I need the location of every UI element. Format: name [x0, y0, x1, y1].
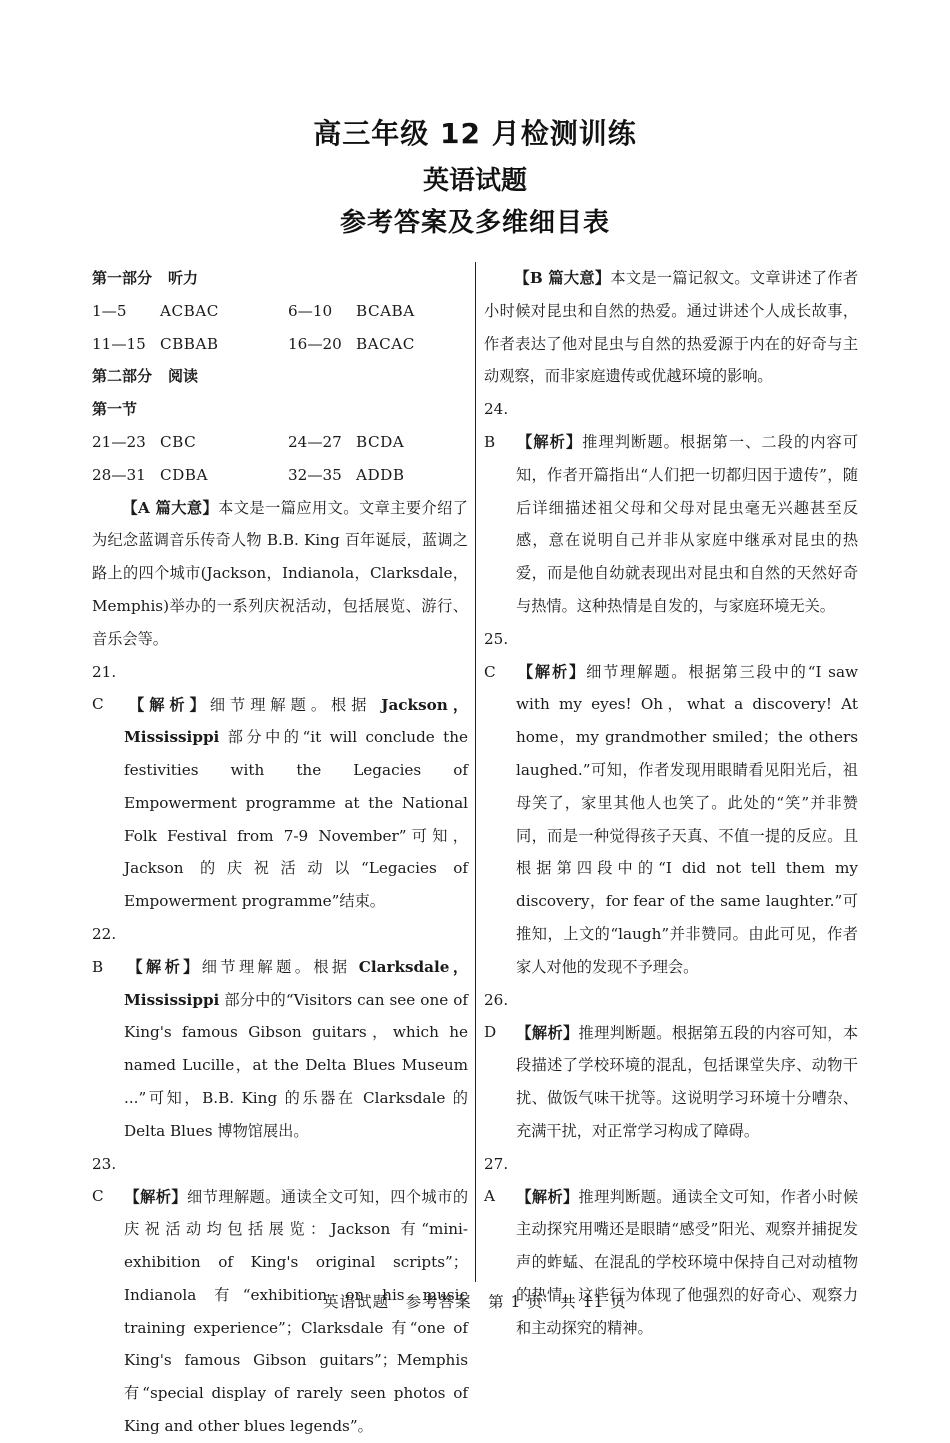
explanation-23: 23. C 【解析】细节理解题。通读全文可知，四个城市的庆祝活动均包括展览：Jackson 有“mini-exhibition of King's original scripts”；Indianola 有“exhibition on his music training experience”；Clarksdale 有“one of King's famous Gibson guitars”；Memphis 有“special display of rarely seen photos of King and other blues legends”。 — [92, 1154, 469, 1435]
passage-b-summary: 【B 篇大意】本文是一篇记叙文。文章讲述了作者小时候对昆虫和自然的热爱。通过讲述个人成长故事，作者表达了他对昆虫与自然的热爱源于内在的好奇与主动观察，而非家庭遗传或优越环境的影响。 — [484, 269, 859, 386]
explanation-26: 26. D 【解析】推理判断题。根据第五段的内容可知，本段描述了学校环境的混乱，包括课堂失序、动物干扰、做饭气味干扰等。这说明学习环境十分嘈杂、充满干扰，对正常学习构成了障碍。 — [484, 990, 859, 1140]
answer-range: 16—20 — [288, 334, 342, 353]
explanation-22: 22. B 【解析】细节理解题。根据 Clarksdale，Mississippi 部分中的“Visitors can see one of King's famous Gibson guitars，which he named Lucille，at the Delta Blues Museum ...”可知，B.B. King 的乐器在 Clarksdale 的 Delta Blues 博物馆展出。 — [92, 924, 469, 1140]
answer-keys: BCABA — [356, 301, 415, 320]
left-column — [92, 262, 468, 1443]
explanation-27: 27. A 【解析】推理判断题。通读全文可知，作者小时候主动探究用嘴还是眼睛“感受”阳光、观察并捕捉发声的蚱蜢、在混乱的学校环境中保持自己对动植物的热情。这些行为体现了他强烈的好奇心、观察力和主动探究的精神。 — [484, 1154, 859, 1337]
answer-keys: ACBAC — [160, 301, 219, 320]
answer-row — [92, 459, 468, 492]
passage-a-summary: 【A 篇大意】本文是一篇应用文。文章主要介绍了为纪念蓝调音乐传奇人物 B.B. King 百年诞辰，蓝调之路上的四个城市(Jackson，Indianola，Clarksdale，Memphis)举办的一系列庆祝活动，包括展览、游行、音乐会等。 — [92, 498, 468, 648]
answer-range: 21—23 — [92, 432, 146, 451]
answer-range: 28—31 — [92, 465, 146, 484]
answer-range: 24—27 — [288, 432, 342, 451]
answer-range: 6—10 — [288, 301, 333, 320]
answer-row — [92, 328, 468, 361]
answer-range: 11—15 — [92, 334, 146, 353]
answer-keys: BACAC — [356, 334, 415, 353]
column-divider — [475, 262, 476, 1282]
answer-range: 1—5 — [92, 301, 127, 320]
answer-row — [92, 426, 468, 459]
page-subtitle: 英语试题 — [422, 166, 527, 196]
answer-keys: CBC — [160, 432, 197, 451]
page-footer: 英语试题 参考答案 第 1 页 共 11 页 — [323, 1293, 627, 1311]
section-heading: 第一节 — [92, 400, 138, 419]
explanation-24: 24. B 【解析】推理判断题。根据第一、二段的内容可知，作者开篇指出“人们把一切都归因于遗传”，随后详细描述祖父母和父母对昆虫毫无兴趣甚至反感，意在说明自己并非从家庭中继承对昆虫的热爱，而是他自幼就表现出对昆虫和自然的天然好奇与热情。这种热情是自发的，与家庭环境无关。 — [484, 400, 859, 615]
explanation-25: 25. C 【解析】细节理解题。根据第三段中的“I saw with my eyes! Oh，what a discovery! At home，my grandmother smiled；the others laughed.”可知，作者发现用眼睛看见阳光后，祖母笑了，家里其他人也笑了。此处的“笑”并非赞同，而是一种觉得孩子天真、不值一提的反应。且根据第四段中的“I did not tell them my discovery，for fear of the same laughter.”可推知，上文的“laugh”并非赞同。由此可见，作者家人对他的发现不予理会。 — [484, 629, 858, 976]
right-column — [484, 262, 858, 1344]
answer-keys: ADDB — [356, 465, 405, 484]
answer-range: 32—35 — [288, 465, 342, 484]
answer-keys: CDBA — [160, 465, 208, 484]
answer-keys: CBBAB — [160, 334, 219, 353]
answer-row — [92, 295, 468, 328]
page-subtitle-2: 参考答案及多维细目表 — [339, 208, 610, 238]
page-title: 高三年级 12 月检测训练 — [313, 117, 637, 150]
part2-heading: 第二部分 阅读 — [92, 367, 199, 386]
answer-keys: BCDA — [356, 432, 405, 451]
explanation-21: 21. C 【解析】细节理解题。根据 Jackson，Mississippi 部分中的“it will conclude the festivities with the Legacies of Empowerment programme at the National Folk Festival from 7-9 November”可知，Jackson 的庆祝活动以“Legacies of Empowerment programme”结束。 — [92, 662, 469, 911]
part1-heading: 第一部分 听力 — [92, 269, 199, 287]
